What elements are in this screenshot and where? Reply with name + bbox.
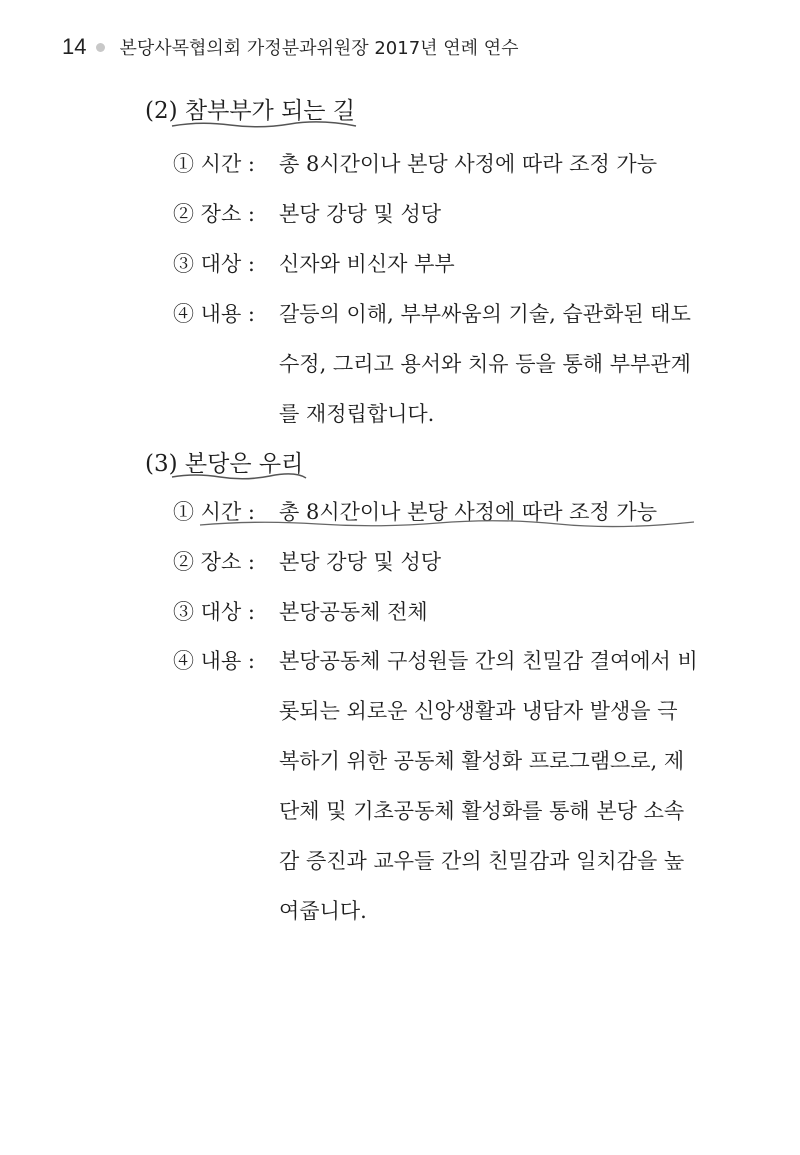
page-number: 14 — [62, 34, 87, 59]
item-content-line: 단체 및 기초공동체 활성화를 통해 본당 소속 — [279, 799, 685, 823]
bullet-dot-icon — [96, 43, 105, 52]
item-place: ② 장소 : 본당 강당 및 성당 — [173, 550, 442, 574]
item-target: ③ 대상 : 신자와 비신자 부부 — [173, 252, 455, 276]
section-title-marriage: (2) 참부부가 되는 길 — [145, 98, 356, 124]
item-content-line: 감 증진과 교우들 간의 친밀감과 일치감을 높 — [279, 849, 685, 873]
section-title-parish: (3) 본당은 우리 — [145, 451, 304, 477]
item-content: ④ 내용 : 갈등의 이해, 부부싸움의 기술, 습관화된 태도 — [173, 302, 691, 326]
item-content-line: 여줍니다. — [279, 899, 367, 923]
item-content-line: 롯되는 외로운 신앙생활과 냉담자 발생을 극 — [279, 699, 678, 723]
item-time: ① 시간 : 총 8시간이나 본당 사정에 따라 조정 가능 — [173, 152, 657, 176]
page-header — [62, 34, 519, 60]
item-target: ③ 대상 : 본당공동체 전체 — [173, 600, 428, 624]
item-place: ② 장소 : 본당 강당 및 성당 — [173, 202, 442, 226]
item-content: ④ 내용 : 본당공동체 구성원들 간의 친밀감 결여에서 비 — [173, 649, 698, 673]
item-content-line: 를 재정립합니다. — [279, 402, 435, 426]
header-title: 본당사목협의회 가정분과위원장 2017년 연례 연수 — [119, 38, 519, 59]
item-content-line: 복하기 위한 공동체 활성화 프로그램으로, 제 — [279, 749, 685, 773]
item-content-line: 수정, 그리고 용서와 치유 등을 통해 부부관계 — [279, 352, 691, 376]
item-time: ① 시간 : 총 8시간이나 본당 사정에 따라 조정 가능 — [173, 500, 657, 524]
